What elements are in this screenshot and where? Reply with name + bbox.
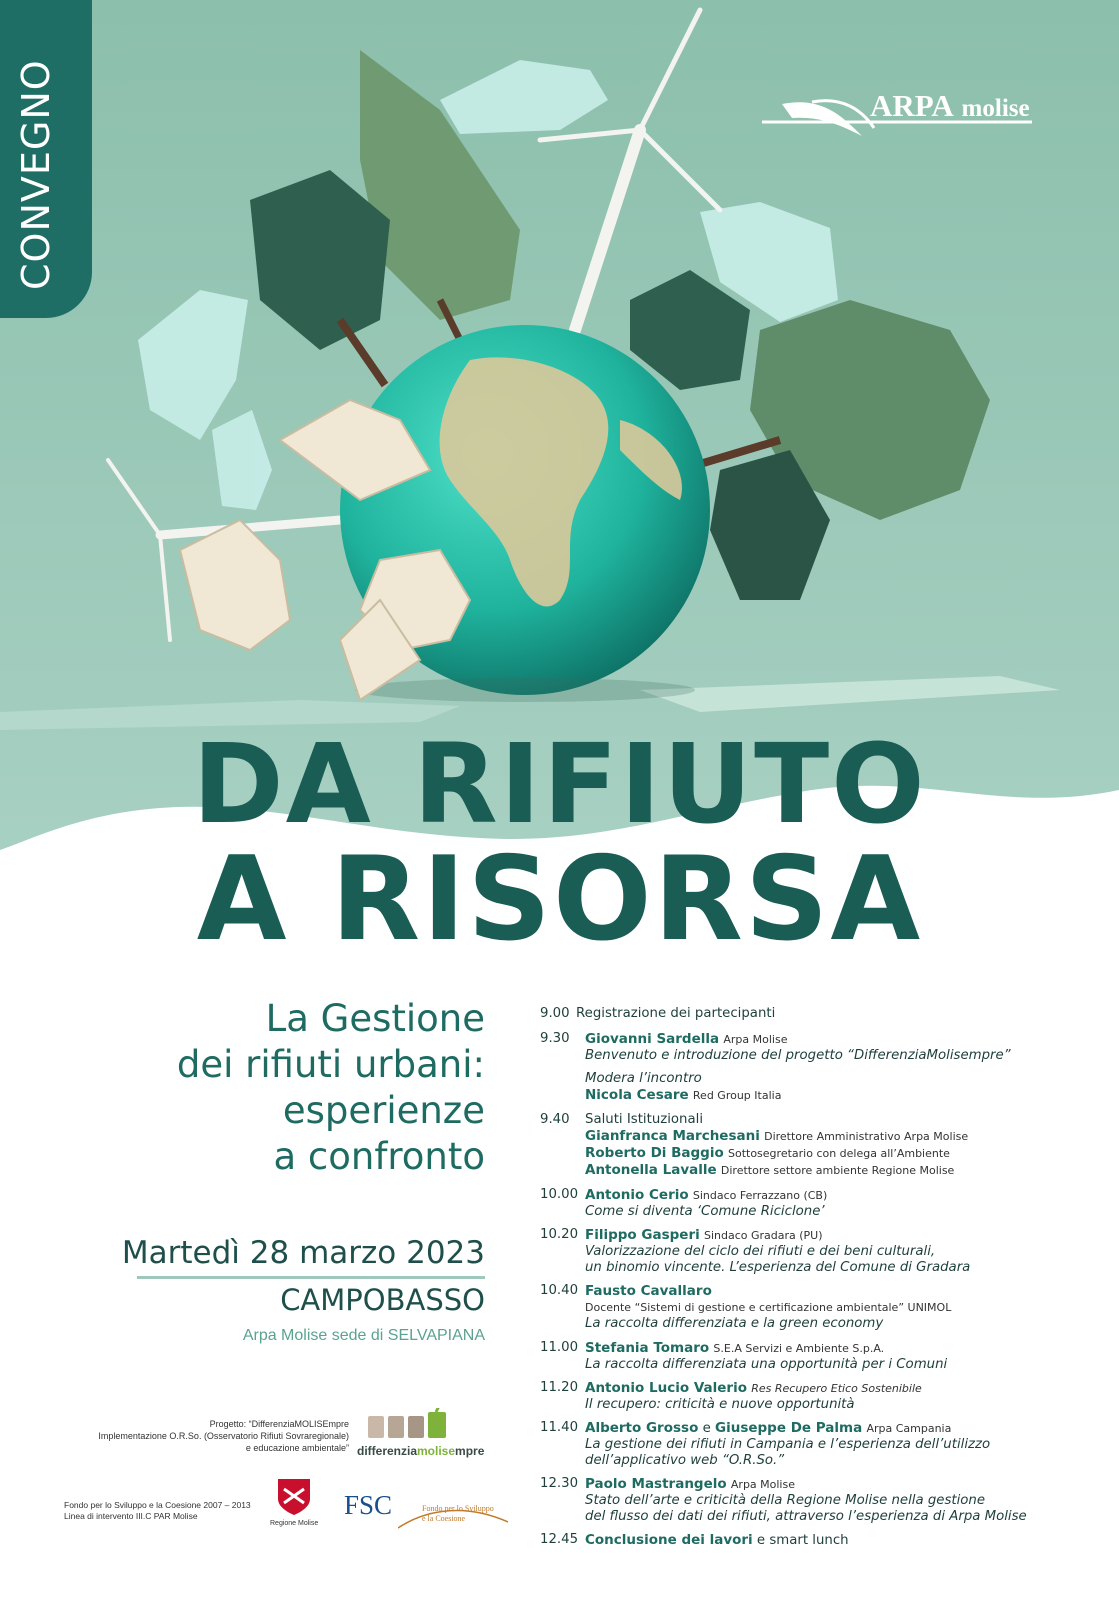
subtitle-line: a confronto	[273, 1135, 485, 1178]
program-body	[585, 1071, 1110, 1104]
talk-title: dell’applicativo web “O.R.So.”	[585, 1453, 785, 1468]
speaker-name: Alberto Grosso	[585, 1420, 699, 1436]
speaker-role: Sindaco Gradara (PU)	[703, 1229, 823, 1242]
program-time: 9.00	[540, 1006, 570, 1021]
fsc-logo-text: FSC	[344, 1490, 393, 1520]
program-time: 10.40	[540, 1283, 579, 1298]
talk-title: Stato dell’arte e criticità della Regione Molise nella gestione	[585, 1493, 986, 1508]
talk-title: Valorizzazione del ciclo dei rifiuti e dei beni culturali,	[585, 1244, 936, 1259]
event-venue: Arpa Molise sede di SELVAPIANA	[242, 1327, 485, 1344]
differenzia-logo-text: differenziamolisempre	[357, 1444, 485, 1458]
speaker-role: Arpa Campania	[866, 1422, 952, 1435]
fsc-subtitle-line: Fondo per lo Sviluppo	[422, 1504, 494, 1513]
credit-line: e educazione ambientale”	[245, 1443, 349, 1453]
speaker-name: Giuseppe De Palma	[715, 1420, 863, 1436]
speaker-name: Nicola Cesare	[585, 1087, 689, 1103]
talk-title: Come si diventa ‘Comune Riciclone’	[585, 1204, 825, 1219]
speaker-role: S.E.A Servizi e Ambiente S.p.A.	[713, 1342, 885, 1355]
program-body	[585, 1031, 1110, 1064]
program-time: 12.30	[540, 1476, 579, 1491]
speaker-name: Fausto Cavallaro	[585, 1283, 712, 1299]
speaker-name: Antonella Lavalle	[585, 1162, 717, 1178]
closing-suffix: e smart lunch	[756, 1533, 849, 1548]
speaker-name: Filippo Gasperi	[585, 1227, 700, 1243]
speaker-name: Stefania Tomaro	[585, 1340, 710, 1356]
program-body	[585, 1380, 1110, 1413]
speaker-name: Gianfranca Marchesani	[585, 1128, 760, 1144]
joiner: e	[702, 1421, 711, 1436]
event-city: CAMPOBASSO	[280, 1283, 485, 1317]
subtitle	[177, 996, 485, 1180]
program-time: 11.00	[540, 1340, 579, 1355]
speaker-role: Sindaco Ferrazzano (CB)	[692, 1189, 828, 1202]
program-time: 10.00	[540, 1187, 579, 1202]
talk-title: La raccolta differenziata e la green economy	[585, 1316, 884, 1331]
divider	[137, 1276, 485, 1279]
crest-label: Regione Molise	[270, 1520, 319, 1527]
arpa-logo-text: ARPA molise	[870, 88, 1030, 123]
program-time: 11.40	[540, 1420, 579, 1435]
speaker-name: Antonio Lucio Valerio	[585, 1380, 747, 1396]
credit-line: Progetto: “DifferenziaMOLISEmpre	[209, 1419, 349, 1429]
speaker-role: Direttore Amministrativo Arpa Molise	[764, 1130, 969, 1143]
program-time: 11.20	[540, 1380, 579, 1395]
regione-molise-crest-icon	[276, 1477, 312, 1517]
program-body	[576, 1006, 1101, 1022]
talk-title: La gestione dei rifiuti in Campania e l’esperienza dell’utilizzo	[585, 1437, 991, 1452]
speaker-role: Arpa Molise	[723, 1033, 788, 1046]
speaker-role: Res Recupero Etico Sostenibile	[751, 1382, 922, 1395]
talk-title: Benvenuto e introduzione del progetto “DifferenziaMolisempre”	[585, 1048, 1011, 1063]
speaker-role: Sottosegretario con delega all’Ambiente	[727, 1147, 950, 1160]
talk-title: Il recupero: criticità e nuove opportunità	[585, 1397, 855, 1412]
moderator-label: Modera l’incontro	[585, 1071, 702, 1086]
speaker-name: Roberto Di Baggio	[585, 1145, 724, 1161]
program-body	[585, 1112, 1110, 1179]
program-text: Registrazione dei partecipanti	[576, 1006, 776, 1021]
program-time: 9.30	[540, 1031, 570, 1046]
convegno-badge	[0, 0, 92, 318]
closing-label: Conclusione dei lavori	[585, 1532, 753, 1548]
speaker-role: Red Group Italia	[692, 1089, 782, 1102]
title-line-1: DA RIFIUTO	[192, 720, 927, 848]
speaker-role: Docente “Sistemi di gestione e certificazione ambientale” UNIMOL	[585, 1301, 952, 1314]
program-body	[585, 1283, 1110, 1332]
fsc-subtitle	[422, 1504, 494, 1524]
program-body	[585, 1532, 1110, 1549]
fsc-subtitle-line: e la Coesione	[422, 1514, 466, 1523]
credit-line: Linea di intervento III.C PAR Molise	[64, 1511, 198, 1521]
speaker-name: Giovanni Sardella	[585, 1031, 720, 1047]
speaker-name: Paolo Mastrangelo	[585, 1476, 727, 1492]
program-time: 9.40	[540, 1112, 570, 1127]
program-body	[585, 1420, 1110, 1469]
program-body	[585, 1340, 1110, 1373]
event-date: Martedì 28 marzo 2023	[121, 1235, 485, 1271]
program-heading: Saluti Istituzionali	[585, 1112, 704, 1127]
project-credits	[98, 1418, 349, 1454]
speaker-name: Antonio Cerio	[585, 1187, 689, 1203]
fondo-credits	[64, 1500, 251, 1522]
program-body	[585, 1227, 1110, 1276]
program-time: 10.20	[540, 1227, 579, 1242]
title-line-2: A RISORSA	[196, 832, 923, 967]
speaker-role: Direttore settore ambiente Regione Molise	[720, 1164, 955, 1177]
speaker-role: Arpa Molise	[730, 1478, 795, 1491]
talk-title: un binomio vincente. L’esperienza del Comune di Gradara	[585, 1260, 971, 1275]
program-time: 12.45	[540, 1532, 579, 1547]
program-body	[585, 1476, 1110, 1525]
subtitle-line: dei rifiuti urbani:	[176, 1043, 485, 1086]
talk-title: del flusso dei dati dei rifiuti, attraverso l’esperienza di Arpa Molise	[585, 1509, 1027, 1524]
subtitle-line: esperienze	[282, 1089, 485, 1132]
credit-line: Fondo per lo Sviluppo e la Coesione 2007 – 2013	[64, 1500, 251, 1510]
convegno-label: CONVEGNO	[14, 59, 58, 290]
talk-title: La raccolta differenziata una opportunità per i Comuni	[585, 1357, 948, 1372]
credit-line: Implementazione O.R.So. (Osservatorio Rifiuti Sovraregionale)	[98, 1431, 349, 1441]
subtitle-line: La Gestione	[265, 997, 485, 1040]
program-body	[585, 1187, 1110, 1220]
